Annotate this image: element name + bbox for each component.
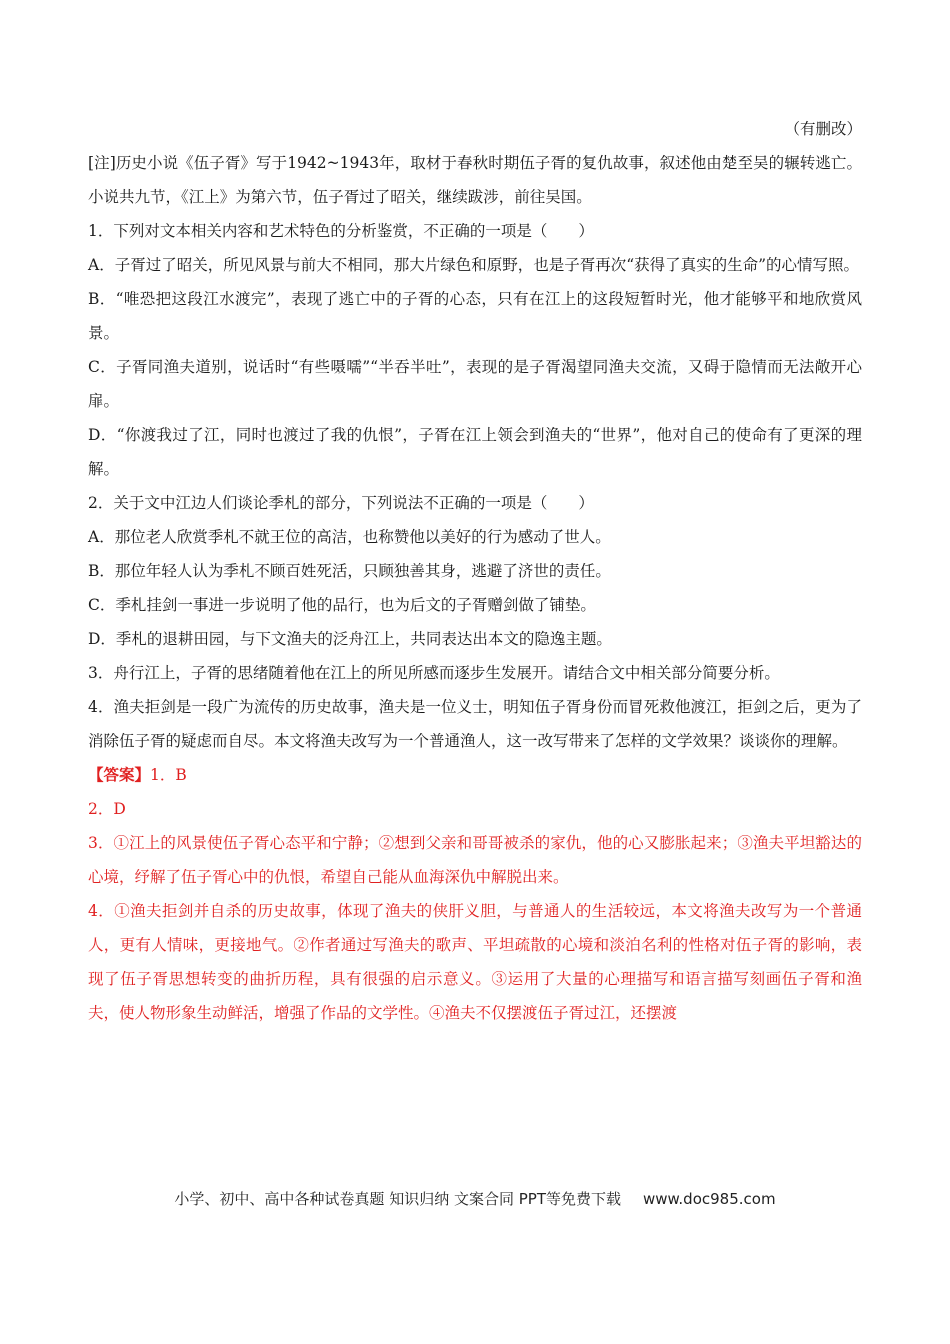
footer-site-link[interactable]: www.doc985.com [642, 1190, 776, 1208]
answer-4: 4．①渔夫拒剑并自杀的历史故事，体现了渔夫的侠肝义胆，与普通人的生活较远，本文将渔夫改写为一个普通人，更有人情味，更接地气。②作者通过写渔夫的歌声、平坦疏散的心境和淡泊名利的性格对伍子胥的影响，表现了伍子胥思想转变的曲折历程，具有很强的启示意义。③运用了大量的心理描写和语言描写刻画伍子胥和渔夫，使人物形象生动鲜活，增强了作品的文学性。④渔夫不仅摆渡伍子胥过江，还摆渡 [88, 902, 862, 1022]
answer-tag: 【答案】 [88, 765, 151, 784]
answer-1-text: 1．B [150, 766, 187, 784]
document-body [88, 112, 862, 1030]
question-2-option-a: A．那位老人欣赏季札不就王位的高洁，也称赞他以美好的行为感动了世人。 [88, 528, 611, 546]
question-1-option-d: D．“你渡我过了江，同时也渡过了我的仇恨”，子胥在江上领会到渔夫的“世界”，他对自己的使命有了更深的理解。 [88, 426, 862, 478]
question-2-option-d: D．季札的退耕田园，与下文渔夫的泛舟江上，共同表达出本文的隐逸主题。 [88, 630, 612, 648]
footer-text: 小学、初中、高中各种试卷真题 知识归纳 文案合同 PPT等免费下载 [174, 1190, 621, 1208]
answer-1 [88, 758, 862, 792]
answer-3: 3．①江上的风景使伍子胥心态平和宁静；②想到父亲和哥哥被杀的家仇，他的心又膨胀起来；③渔夫平坦豁达的心境，纾解了伍子胥心中的仇恨，希望自己能从血海深仇中解脱出来。 [88, 834, 862, 886]
answer-2: 2．D [88, 800, 126, 818]
question-1-stem: 1．下列对文本相关内容和艺术特色的分析鉴赏，不正确的一项是（ ） [88, 222, 594, 240]
question-4: 4．渔夫拒剑是一段广为流传的历史故事，渔夫是一位义士，明知伍子胥身份而冒死救他渡江，拒剑之后，更为了消除伍子胥的疑虑而自尽。本文将渔夫改写为一个普通渔人，这一改写带来了怎样的文学效果？谈谈你的理解。 [88, 698, 862, 750]
question-1-option-b: B．“唯恐把这段江水渡完”，表现了逃亡中的子胥的心态，只有在江上的这段短暂时光，他才能够平和地欣赏风景。 [88, 290, 862, 342]
question-2-stem: 2．关于文中江边人们谈论季札的部分，下列说法不正确的一项是（ ） [88, 494, 594, 512]
page-footer [0, 1188, 950, 1209]
question-1-option-c: C．子胥同渔夫道别，说话时“有些嗫嚅”“半吞半吐”，表现的是子胥渴望同渔夫交流，又碍于隐情而无法敞开心扉。 [88, 358, 862, 410]
question-2-option-b: B．那位年轻人认为季札不顾百姓死活，只顾独善其身，逃避了济世的责任。 [88, 562, 611, 580]
source-note: （有删改） [784, 120, 862, 138]
question-3: 3．舟行江上，子胥的思绪随着他在江上的所见所感而逐步生发展开。请结合文中相关部分简要分析。 [88, 664, 780, 682]
question-1-option-a: A．子胥过了昭关，所见风景与前大不相同，那大片绿色和原野，也是子胥再次“获得了真实的生命”的心情写照。 [88, 256, 860, 274]
question-2-option-c: C．季札挂剑一事进一步说明了他的品行，也为后文的子胥赠剑做了铺垫。 [88, 596, 596, 614]
annotation-note: [注]历史小说《伍子胥》写于1942~1943年，取材于春秋时期伍子胥的复仇故事，叙述他由楚至吴的辗转逃亡。小说共九节，《江上》为第六节，伍子胥过了昭关，继续跋涉，前往吴国。 [88, 154, 862, 206]
